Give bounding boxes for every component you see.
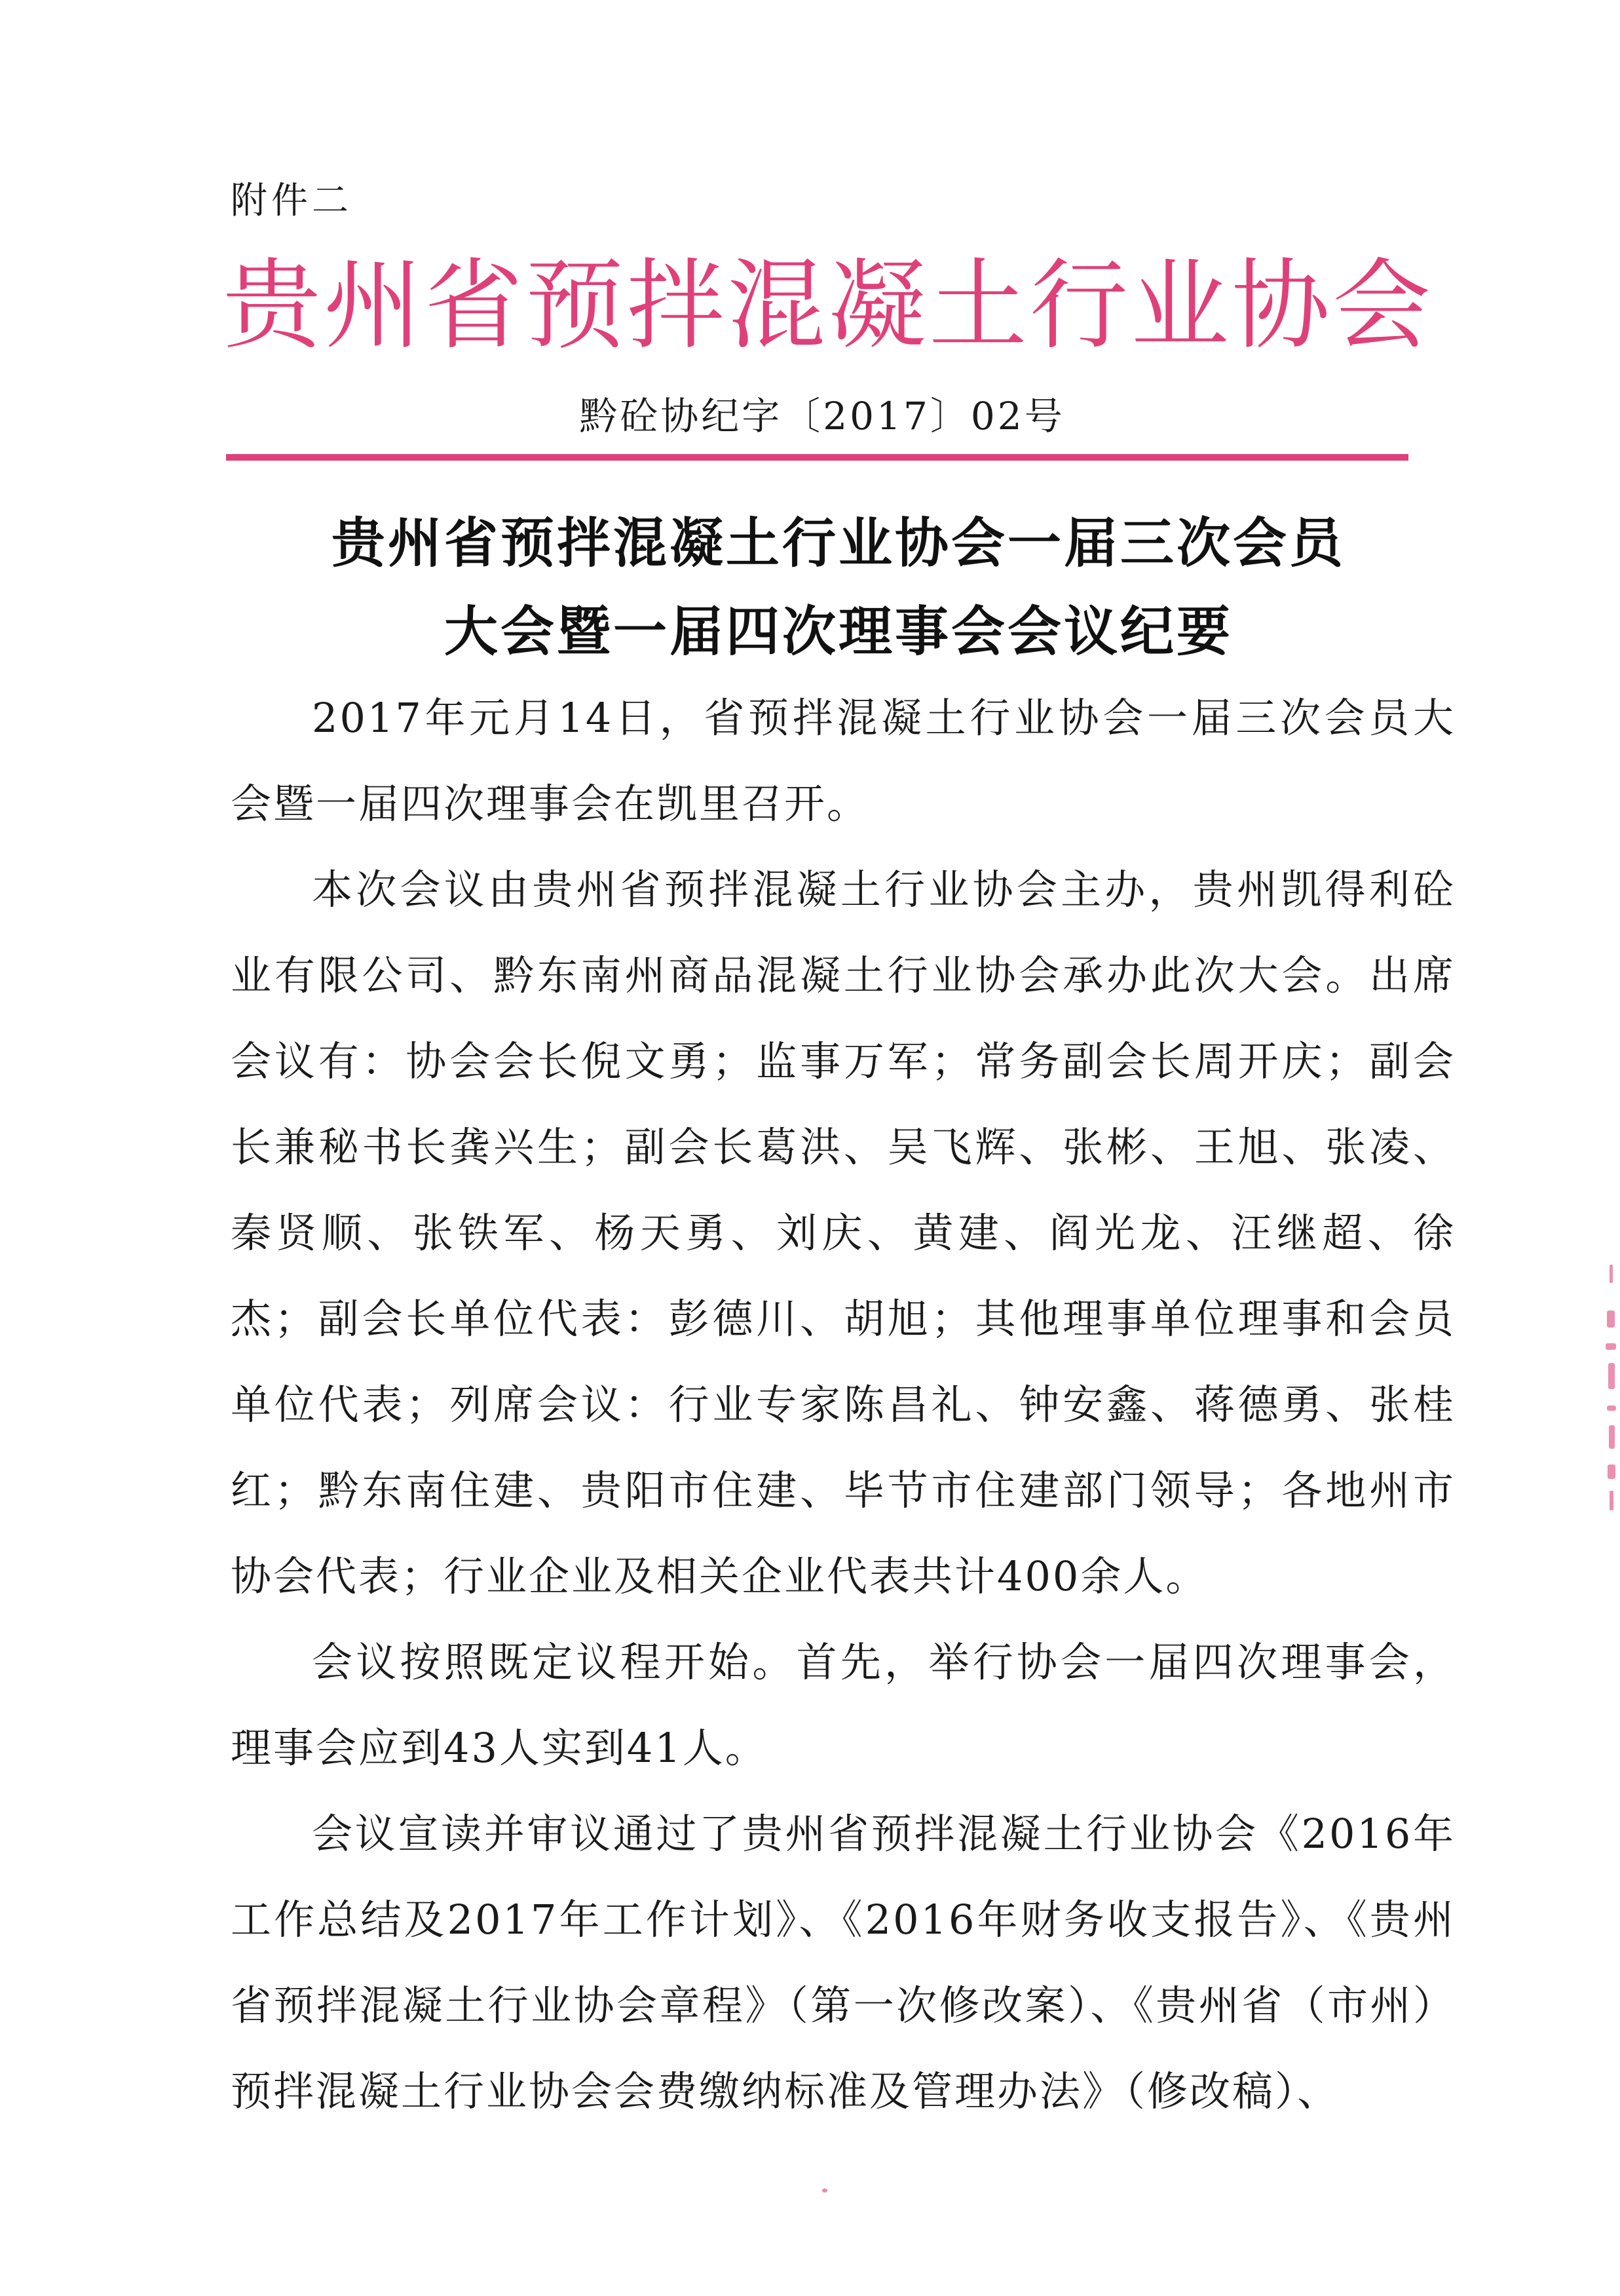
attachment-label: 附件二 (231, 180, 352, 222)
document-body (231, 675, 1456, 2134)
organization-title: 贵州省预拌混凝土行业协会 (223, 249, 1434, 363)
body-paragraph-3: 会议按照既定议程开始。首先，举行协会一届四次理事会，理事会应到43人实到41人。 (231, 1638, 1456, 1772)
body-paragraph-4: 会议宣读并审议通过了贵州省预拌混凝土行业协会《2016年工作总结及2017年工作计划》、《2016年财务收支报告》、《贵州省预拌混凝土行业协会章程》（第一次修改案）、《贵州省（市州）预拌混凝土行业协会会费缴纳标准及管理办法》（修改稿）、 (231, 1810, 1456, 2115)
ink-speck (822, 2189, 827, 2192)
document-heading-line-2: 大会暨一届四次理事会会议纪要 (443, 601, 1233, 663)
body-paragraph-1: 2017年元月14日，省预拌混凝土行业协会一届三次会员大会暨一届四次理事会在凯里召开。 (231, 694, 1456, 828)
document-number: 黔砼协纪字〔2017〕02号 (579, 394, 1065, 438)
body-paragraph-2: 本次会议由贵州省预拌混凝土行业协会主办，贵州凯得利砼业有限公司、黔东南州商品混凝土行业协会承办此次大会。出席会议有：协会会长倪文勇；监事万军；常务副会长周开庆；副会长兼秘书长龚兴生；副会长葛洪、吴飞辉、张彬、王旭、张凌、秦贤顺、张铁军、杨天勇、刘庆、黄建、阎光龙、汪继超、徐杰；副会长单位代表：彭德川、胡旭；其他理事单位理事和会员单位代表；列席会议：行业专家陈昌礼、钟安鑫、蒋德勇、张桂红；黔东南住建、贵阳市住建、毕节市住建部门领导；各地州市协会代表；行业企业及相关企业代表共计400余人。 (231, 866, 1456, 1600)
document-heading-line-1: 贵州省预拌混凝土行业协会一届三次会员 (331, 512, 1346, 575)
header-divider (226, 454, 1408, 461)
seal-edge-mark (1595, 1265, 1620, 1514)
